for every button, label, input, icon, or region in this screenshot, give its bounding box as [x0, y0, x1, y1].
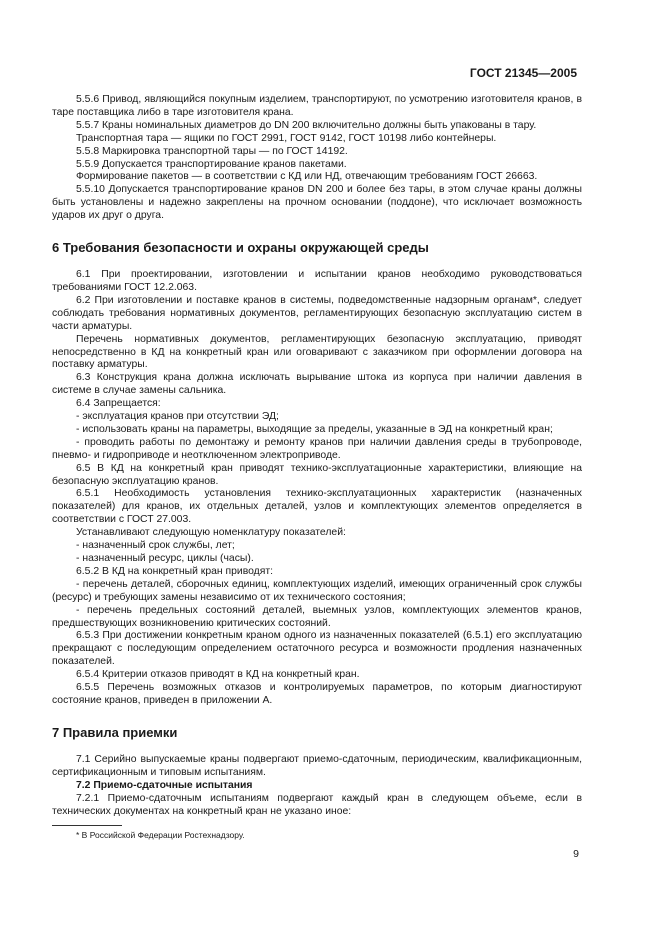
footnote-divider [52, 825, 122, 826]
paragraph: 5.5.10 Допускается транспортирование кранов DN 200 и более без тары, в этом случае краны должны быть установлены и надежно закреплены на прочном основании (поддоне), что исключает возможность ударов их друг о друга. [52, 184, 582, 222]
footnote: * В Российской Федерации Ростехнадзору. [76, 830, 245, 840]
paragraph: 7.1 Серийно выпускаемые краны подвергают приемо-сдаточным, периодическим, квалификационным, сертификационным и типовым испытаниям. [52, 753, 582, 778]
paragraph: 6.1 При проектировании, изготовлении и испытании кранов необходимо руководствоваться требованиями ГОСТ 12.2.063. [52, 269, 582, 293]
paragraph: 6.5.2 В КД на конкретный кран приводят: [76, 565, 274, 577]
paragraph: 6.5 В КД на конкретный кран приводят технико-эксплуатационные характеристики, влияющие на безопасную эксплуатацию кранов. [52, 462, 582, 487]
paragraph: 6.5.5 Перечень возможных отказов и контролируемых параметров, по которым диагностируют состояние кранов, приведен в приложении А. [52, 682, 582, 706]
list-item: - перечень предельных состояний деталей, выемных узлов, комплектующих элементов кранов, предшествующих возникновению критических состояний. [52, 604, 582, 629]
paragraph: Перечень нормативных документов, регламентирующих безопасную эксплуатацию, приводят непосредственно в КД на конкретный кран или оговаривают с заказчиком при оформлении договора на поставку арматуры. [52, 333, 582, 371]
list-item: - перечень деталей, сборочных единиц, комплектующих изделий, имеющих ограниченный срок службы (ресурс) и требующих замены независимо от их технического состояния; [52, 578, 582, 603]
page-number: 9 [573, 848, 579, 860]
paragraph: 5.5.9 Допускается транспортирование кранов пакетами. [76, 158, 347, 170]
paragraph: 6.5.1 Необходимость установления технико-эксплуатационных характеристик (назначенных показателей) для кранов, их отдельных деталей, узлов и комплектующих элементов определяется в соответствии с ГОСТ 27.003. [52, 488, 582, 526]
paragraph: 6.5.4 Критерии отказов приводят в КД на конкретный кран. [76, 669, 360, 681]
list-item: - назначенный срок службы, лет; [76, 540, 235, 552]
paragraph: 5.5.6 Привод, являющийся покупным изделием, транспортируют, по усмотрению изготовителя кранов, в таре поставщика либо в таре изготовителя крана. [52, 94, 582, 118]
paragraph: Транспортная тара — ящики по ГОСТ 2991, ГОСТ 9142, ГОСТ 10198 либо контейнеры. [76, 132, 497, 144]
page-content [52, 94, 582, 818]
paragraph: 6.3 Конструкция крана должна исключать вырывание штока из корпуса при наличии давления в системе в случае замены сальника. [52, 372, 582, 397]
section-7-body [52, 754, 582, 819]
section-7-heading: 7 Правила приемки [52, 724, 178, 740]
section-6-body [52, 269, 582, 708]
paragraph: 6.2 При изготовлении и поставке кранов в системы, подведомственные надзорным органам*, следует соблюдать требования нормативных документов, регламентирующих безопасную эксплуатацию систем в части арматуры. [52, 294, 582, 332]
list-item: - назначенный ресурс, циклы (часы). [76, 553, 254, 564]
paragraph: 7.2.1 Приемо-сдаточным испытаниям подвергают каждый кран в следующем объеме, если в технических документах на конкретный кран не указано иное: [52, 792, 582, 817]
standard-header: ГОСТ 21345—2005 [469, 66, 577, 80]
paragraph: 6.4 Запрещается: [76, 398, 161, 410]
paragraph: Формирование пакетов — в соответствии с КД или НД, отвечающим требованиям ГОСТ 26663. [76, 171, 538, 183]
list-item: - проводить работы по демонтажу и ремонту кранов при наличии давления среды в трубопроводе, пневмо- и гидроприводе и неотключенном электроприводе. [52, 436, 582, 461]
section-5-5-continued [52, 94, 582, 223]
paragraph: 6.5.3 При достижении конкретным краном одного из назначенных показателей (6.5.1) его эксплуатацию прекращают с последующим определением остаточного ресурса и возможности продления назначенных показателей. [52, 630, 582, 668]
list-item: - эксплуатация кранов при отсутствии ЭД; [76, 411, 279, 423]
list-item: - использовать краны на параметры, выходящие за пределы, указанные в ЭД на конкретный кран; [76, 423, 553, 435]
paragraph: 5.5.8 Маркировка транспортной тары — по ГОСТ 14192. [76, 145, 348, 157]
paragraph: Устанавливают следующую номенклатуру показателей: [76, 527, 346, 539]
section-6-heading: 6 Требования безопасности и охраны окружающей среды [52, 240, 429, 256]
subsection-7-2-heading: 7.2 Приемо-сдаточные испытания [76, 779, 253, 791]
paragraph: 5.5.7 Краны номинальных диаметров до DN 200 включительно должны быть упакованы в тару. [76, 119, 537, 131]
